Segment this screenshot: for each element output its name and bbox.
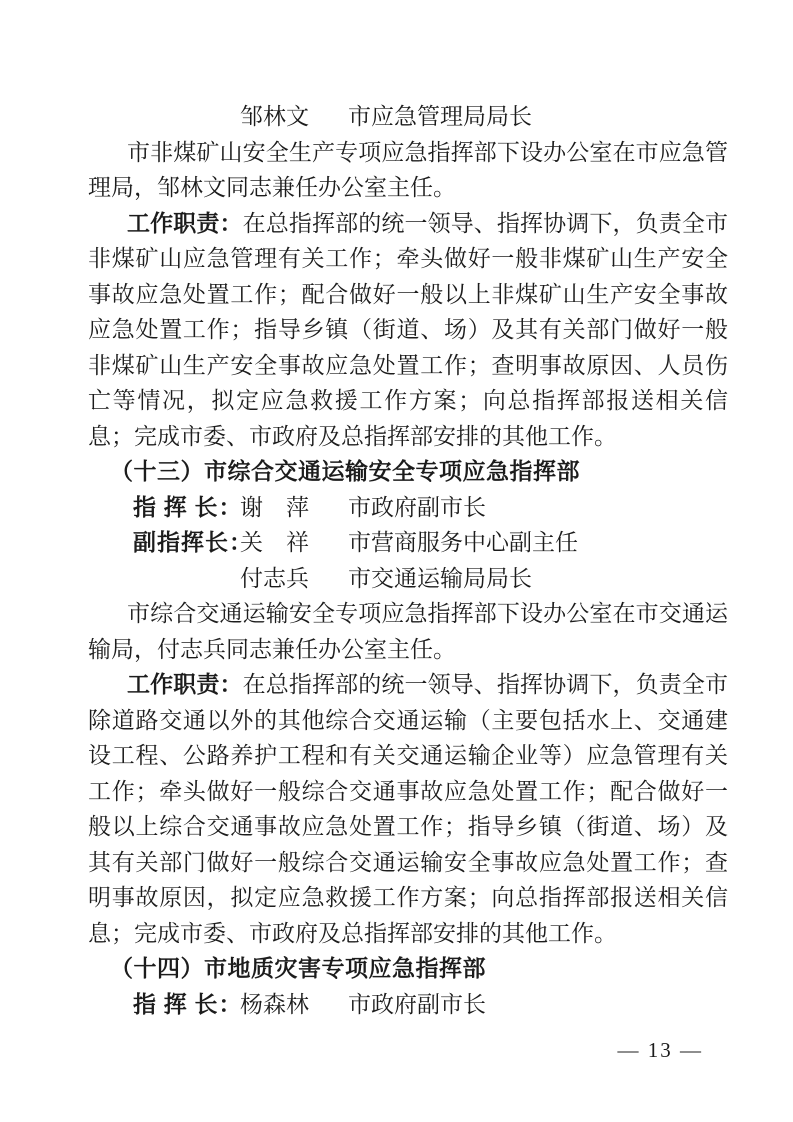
deputy-title: 市应急管理局局长 [348,104,532,129]
duties-paragraph [88,206,728,455]
commander-row [88,987,728,1023]
duties-text: 在总指挥部的统一领导、指挥协调下，负责全市除道路交通以外的其他综合交通运输（主要包括水上、交通建设工程、公路养护工程和有关交通运输企业等）应急管理有关工作；牵头做好一般综合交通事故应急处置工作；配合做好一般以上综合交通事故应急处置工作；指导乡镇（街道、场）及其有关部门做好一般综合交通运输安全事故应急处置工作；查明事故原因，拟定应急救援工作方案；向总指挥部报送相关信息；完成市委、市政府及总指挥部安排的其他工作。 [88,672,729,946]
deputy-commander-row [88,99,728,135]
document-content [88,99,728,1022]
office-paragraph: 市综合交通运输安全专项应急指挥部下设办公室在市交通运输局，付志兵同志兼任办公室主任。 [88,601,728,662]
commander-row [88,490,728,526]
deputy-label: 副指挥长： [133,530,253,555]
deputy-commander-row [88,561,728,597]
commander-title: 市政府副市长 [348,991,486,1017]
section-14-heading: （十四）市地质灾害专项应急指挥部 [110,956,486,981]
commander-name: 谢 萍 [240,494,309,520]
deputy-name: 邹林文 [240,104,309,129]
duties-label: 工作职责： [127,210,243,236]
deputy-commander-row [88,525,728,561]
section-13-heading: （十三）市综合交通运输安全专项应急指挥部 [110,459,580,484]
commander-title: 市政府副市长 [348,494,486,520]
deputy-name: 关 祥 [240,530,309,555]
page-number: — 13 — [617,1038,703,1062]
deputy-title: 市交通运输局局长 [348,565,532,591]
commander-label: 指 挥 长： [133,991,243,1017]
deputy-name: 付志兵 [240,565,309,591]
duties-text: 在总指挥部的统一领导、指挥协调下，负责全市非煤矿山应急管理有关工作；牵头做好一般非煤矿山生产安全事故应急处置工作；配合做好一般以上非煤矿山生产安全事故应急处置工作；指导乡镇（街道、场）及其有关部门做好一般非煤矿山生产安全事故应急处置工作；查明事故原因、人员伤亡等情况，拟定应急救援工作方案；向总指挥部报送相关信息；完成市委、市政府及总指挥部安排的其他工作。 [88,210,729,449]
duties-label: 工作职责： [127,672,243,697]
commander-name: 杨森林 [240,991,309,1017]
duties-paragraph [88,667,728,951]
office-paragraph: 市非煤矿山安全生产专项应急指挥部下设办公室在市应急管理局，邹林文同志兼任办公室主任。 [88,139,728,200]
deputy-title: 市营商服务中心副主任 [348,530,578,555]
commander-label: 指 挥 长： [133,494,243,520]
